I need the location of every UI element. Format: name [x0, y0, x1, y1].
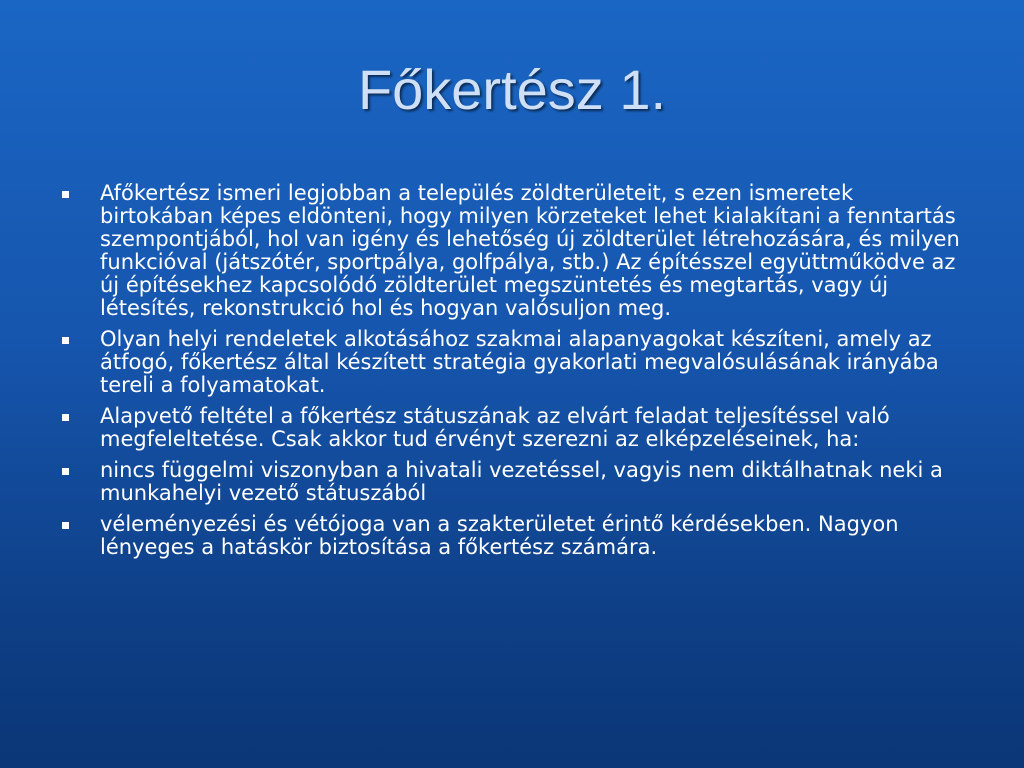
list-item	[60, 405, 960, 451]
slide-title: Főkertész 1.	[357, 58, 667, 121]
bullet-text: Afőkertész ismeri legjobban a település zöldterületeit, s ezen ismeretek birtokában képes eldönteni, hogy milyen körzeteket lehet kialakítani a fenntartás szempontjából, hol van igény és lehetőség új zöldterület létrehozására, és milyen funkcióval (játszótér, sportpálya, golfpálya, stb.) Az építésszel együttműködve az új építésekhez kapcsolódó zöldterület megszüntetés és megtartás, vagy új létesítés, rekonstrukció hol és hogyan valósuljon meg.	[100, 181, 960, 320]
list-item	[60, 513, 960, 559]
square-bullet-icon	[62, 414, 69, 421]
bullet-text: véleményezési és vétójoga van a szakterületet érintő kérdésekben. Nagyon lényeges a hatáskör biztosítása a főkertész számára.	[100, 512, 899, 559]
square-bullet-icon	[62, 337, 69, 344]
list-item	[60, 459, 960, 505]
bullet-text: Olyan helyi rendeletek alkotásához szakmai alapanyagokat készíteni, amely az átfogó, főkertész által készített stratégia gyakorlati megvalósulásának irányába tereli a folyamatokat.	[100, 327, 939, 397]
square-bullet-icon	[62, 468, 69, 475]
bullet-list	[60, 182, 960, 567]
bullet-text: Alapvető feltétel a főkertész státuszának az elvárt feladat teljesítéssel való megfeleltetése. Csak akkor tud érvényt szerezni az elképzeléseinek, ha:	[100, 404, 890, 451]
bullet-text: nincs függelmi viszonyban a hivatali vezetéssel, vagyis nem diktálhatnak neki a munkahelyi vezető státuszából	[100, 458, 943, 505]
square-bullet-icon	[62, 191, 69, 198]
list-item	[60, 328, 960, 397]
square-bullet-icon	[62, 522, 69, 529]
list-item	[60, 182, 960, 320]
